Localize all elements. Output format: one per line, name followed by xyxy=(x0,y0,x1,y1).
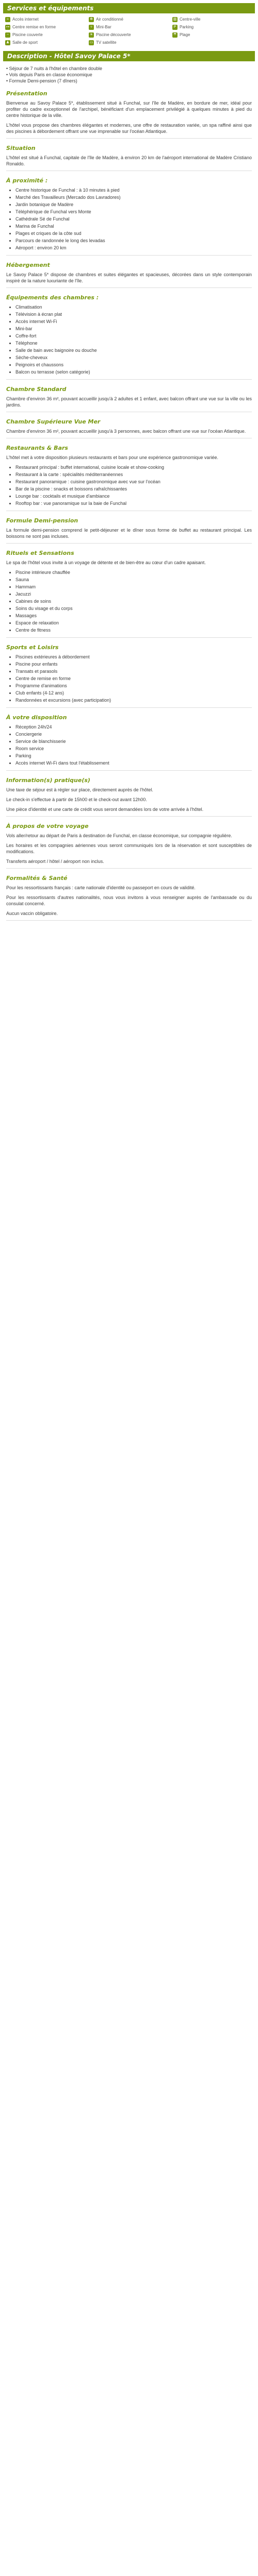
list-item: • Massages xyxy=(15,613,252,619)
intro-line: • Formule Demi-pension (7 dîners) xyxy=(6,78,77,83)
services-title: Services et équipements xyxy=(7,5,94,12)
list-item: • Room service xyxy=(15,745,252,752)
service-item xyxy=(5,40,86,46)
service-label: Air conditionné xyxy=(96,17,123,22)
list-item: • Soins du visage et du corps xyxy=(15,605,252,612)
service-item xyxy=(89,24,169,30)
section-title: Chambre Standard xyxy=(6,386,67,393)
section-list xyxy=(6,724,252,766)
service-item xyxy=(5,24,86,30)
sections xyxy=(6,90,252,921)
section-title: Sports et Loisirs xyxy=(6,644,59,651)
service-item xyxy=(89,32,169,38)
content-section xyxy=(6,644,252,708)
list-item: • Marché des Travailleurs (Mercado dos Lavradores) xyxy=(15,194,252,200)
tv-icon: ▭ xyxy=(89,41,93,44)
service-item xyxy=(5,32,86,38)
content-section xyxy=(6,90,252,139)
content-section xyxy=(6,777,252,817)
section-paragraph: Le Savoy Palace 5* dispose de chambres et suites élégantes et spacieuses, décorées dans un style contemporain inspiré de la nature luxuriante de l'île. xyxy=(6,272,252,283)
service-label: Salle de sport xyxy=(12,40,38,45)
service-label: Parking xyxy=(180,25,194,29)
service-item xyxy=(172,24,253,30)
list-item: • Programme d'animations xyxy=(15,683,252,689)
section-divider xyxy=(6,138,252,139)
content-section xyxy=(6,823,252,869)
section-title: À propos de votre voyage xyxy=(6,823,89,829)
list-item: • Télévision à écran plat xyxy=(15,311,252,317)
section-paragraph: L'hôtel est situé à Funchal, capitale de l'île de Madère, à environ 20 km de l'aéroport international de Madère Cristiano Ronaldo. xyxy=(6,155,252,166)
content-section xyxy=(6,386,252,412)
list-item: • Cabines de soins xyxy=(15,598,252,604)
content-section xyxy=(6,445,252,511)
service-item xyxy=(172,32,253,38)
section-list xyxy=(6,569,252,633)
services-header-bar xyxy=(3,3,255,13)
section-title: Hébergement xyxy=(6,262,50,268)
section-title: À proximité : xyxy=(6,177,48,184)
list-item: • Conciergerie xyxy=(15,731,252,737)
section-title: Chambre Supérieure Vue Mer xyxy=(6,418,101,425)
list-item: • Piscine pour enfants xyxy=(15,661,252,667)
content-section xyxy=(6,550,252,638)
list-item: • Mini-bar xyxy=(15,326,252,332)
section-paragraph: Le check-in s'effectue à partir de 15h00 et le check-out avant 12h00. xyxy=(6,797,147,802)
description-title: Description - Hôtel Savoy Palace 5* xyxy=(7,53,131,60)
section-paragraph: La formule demi-pension comprend le petit-déjeuner et le dîner sous forme de buffet au restaurant principal. Les boissons ne sont pas incluses. xyxy=(6,528,252,539)
list-item: • Centre de fitness xyxy=(15,627,252,633)
section-title: Équipements des chambres : xyxy=(6,294,99,301)
section-list xyxy=(6,654,252,703)
section-title: Rituels et Sensations xyxy=(6,550,74,556)
list-item: • Bar de la piscine : snacks et boissons rafraîchissantes xyxy=(15,486,252,492)
section-title: Présentation xyxy=(6,90,47,97)
section-paragraph: Bienvenue au Savoy Palace 5*, établissement situé à Funchal, sur l'île de Madère, en bordure de mer, idéal pour profiter du cadre exceptionnel de l'archipel, bénéficiant d'un emplacement privilégié à quelques minutes à pied du centre historique de la ville. xyxy=(6,100,252,118)
list-item: • Restaurant panoramique : cuisine gastronomique avec vue sur l'océan xyxy=(15,479,252,485)
list-item: • Plages et criques de la côte sud xyxy=(15,230,252,236)
list-item: • Piscines extérieures à débordement xyxy=(15,654,252,660)
section-title: Information(s) pratique(s) xyxy=(6,777,90,784)
list-item: • Piscine intérieure chauffée xyxy=(15,569,252,575)
list-item: • Téléphérique de Funchal vers Monte xyxy=(15,209,252,215)
content-section xyxy=(6,294,252,380)
list-item: • Cathédrale Sé de Funchal xyxy=(15,216,252,222)
service-label: Piscine découverte xyxy=(96,32,131,37)
section-paragraph: Chambre d'environ 36 m², pouvant accueillir jusqu'à 3 personnes, avec balcon offrant une vue sur l'océan Atlantique. xyxy=(6,429,246,434)
content-section xyxy=(6,145,252,171)
list-item: • Réception 24h/24 xyxy=(15,724,252,730)
section-paragraph: L'hôtel met à votre disposition plusieurs restaurants et bars pour une expérience gastronomique variée. xyxy=(6,455,218,460)
content-section xyxy=(6,262,252,288)
list-item: • Coffre-fort xyxy=(15,333,252,339)
section-paragraph: Aucun vaccin obligatoire. xyxy=(6,911,58,916)
section-divider xyxy=(6,816,252,817)
list-item: • Club enfants (4-12 ans) xyxy=(15,690,252,696)
gym-icon: ♟ xyxy=(6,41,10,44)
section-paragraph: L'hôtel vous propose des chambres élégantes et modernes, une offre de restauration variée, un spa raffiné ainsi que des piscines à débordement offrant une vue imprenable sur l'océan Atlantique. xyxy=(6,123,252,134)
section-paragraph: Vols aller/retour au départ de Paris à destination de Funchal, en classe économique, sur compagnie régulière. xyxy=(6,833,232,838)
section-paragraph: Une pièce d'identité et une carte de crédit vous seront demandées lors de votre arrivée à l'hôtel. xyxy=(6,807,204,812)
list-item: • Sauna xyxy=(15,577,252,583)
list-item: • Aéroport : environ 20 km xyxy=(15,245,252,251)
list-item: • Centre de remise en forme xyxy=(15,675,252,682)
section-divider xyxy=(6,379,252,380)
glass-icon: ▿ xyxy=(89,25,94,30)
list-item: • Rooftop bar : vue panoramique sur la baie de Funchal xyxy=(15,500,252,506)
service-item xyxy=(5,16,86,23)
main-content xyxy=(0,61,258,921)
list-item: • Transats et parasols xyxy=(15,668,252,674)
description-header-bar xyxy=(3,51,255,61)
umbrella-icon: ☂ xyxy=(173,33,177,37)
content-section xyxy=(6,517,252,544)
section-paragraph: Les horaires et les compagnies aériennes vous seront communiqués lors de la réservation et sont susceptibles de modifications. xyxy=(6,843,252,854)
section-paragraph: Une taxe de séjour est à régler sur place, directement auprès de l'hôtel. xyxy=(6,787,153,792)
content-section xyxy=(6,714,252,771)
section-paragraph: Le spa de l'hôtel vous invite à un voyage de détente et de bien-être au cœur d'un cadre apaisant. xyxy=(6,560,206,565)
section-paragraph: Transferts aéroport / hôtel / aéroport non inclus. xyxy=(6,859,104,864)
parking-icon: P xyxy=(172,25,178,30)
section-title: Formule Demi-pension xyxy=(6,517,78,524)
service-label: Accès internet xyxy=(12,17,39,22)
list-item: • Jacuzzi xyxy=(15,591,252,597)
services-grid xyxy=(0,13,258,48)
list-item: • Marina de Funchal xyxy=(15,223,252,229)
list-item: • Parcours de randonnée le long des levadas xyxy=(15,238,252,244)
section-divider xyxy=(6,868,252,869)
service-label: TV satellite xyxy=(96,40,117,45)
section-divider xyxy=(6,255,252,256)
list-item: • Salle de bain avec baignoire ou douche xyxy=(15,347,252,353)
section-list xyxy=(6,187,252,251)
list-item: • Restaurant à la carte : spécialités méditerranéennes xyxy=(15,471,252,478)
list-item: • Climatisation xyxy=(15,304,252,310)
list-item: • Hammam xyxy=(15,584,252,590)
building-icon: ▥ xyxy=(173,18,177,21)
section-divider xyxy=(6,707,252,708)
section-title: Restaurants & Bars xyxy=(6,445,68,451)
section-divider xyxy=(6,920,252,921)
section-paragraph: Chambre d'environ 36 m², pouvant accueillir jusqu'à 2 adultes et 1 enfant, avec balcon offrant une vue sur la ville ou les jardins. xyxy=(6,396,252,408)
content-section xyxy=(6,418,252,438)
section-title: Situation xyxy=(6,145,36,151)
section-title: À votre disposition xyxy=(6,714,67,721)
section-title: Formalités & Santé xyxy=(6,875,68,882)
list-item: • Restaurant principal : buffet international, cuisine locale et show-cooking xyxy=(15,464,252,470)
list-item: • Accès internet Wi-Fi dans tout l'établissement xyxy=(15,760,252,766)
list-item: • Lounge bar : cocktails et musique d'ambiance xyxy=(15,493,252,499)
service-label: Centre-ville xyxy=(180,17,201,22)
list-item: • Espace de relaxation xyxy=(15,620,252,626)
dumbbell-icon: ⊶ xyxy=(6,25,10,29)
service-label: Plage xyxy=(180,32,190,37)
pool-icon: ~ xyxy=(5,32,10,38)
list-item: • Centre historique de Funchal : à 10 minutes à pied xyxy=(15,187,252,193)
service-label: Centre remise en forme xyxy=(12,25,56,29)
list-item: • Accès internet Wi-Fi xyxy=(15,318,252,325)
snowflake-icon: ✻ xyxy=(89,17,94,22)
section-divider xyxy=(6,770,252,771)
section-list xyxy=(6,464,252,506)
list-item: • Téléphone xyxy=(15,340,252,346)
section-paragraph: Pour les ressortissants d'autres nationalités, nous vous invitons à vous renseigner auprès de l'ambassade ou du consulat concerné. xyxy=(6,895,252,906)
list-item: • Peignoirs et chaussons xyxy=(15,362,252,368)
service-item xyxy=(89,16,169,23)
section-paragraph: Pour les ressortissants français : carte nationale d'identité ou passeport en cours de validité. xyxy=(6,885,196,890)
service-item xyxy=(89,40,169,46)
service-label: Piscine couverte xyxy=(12,32,43,37)
section-divider xyxy=(6,543,252,544)
list-item: • Sèche-cheveux xyxy=(15,354,252,361)
service-item xyxy=(172,16,253,23)
list-item: • Service de blanchisserie xyxy=(15,738,252,744)
list-item: • Jardin botanique de Madère xyxy=(15,201,252,208)
intro-line: • Vols depuis Paris en classe économique xyxy=(6,72,92,77)
sun-icon: ☀ xyxy=(89,33,93,37)
list-item: • Balcon ou terrasse (selon catégorie) xyxy=(15,369,252,375)
content-section xyxy=(6,875,252,921)
section-divider xyxy=(6,637,252,638)
intro-line: • Séjour de 7 nuits à l'hôtel en chambre double xyxy=(6,66,102,71)
section-divider xyxy=(6,287,252,288)
content-section xyxy=(6,177,252,256)
service-label: Mini-Bar xyxy=(96,25,111,29)
list-item: • Parking xyxy=(15,753,252,759)
section-list xyxy=(6,304,252,375)
wifi-icon: ≈ xyxy=(5,17,10,22)
list-item: • Randonnées et excursions (avec participation) xyxy=(15,697,252,703)
